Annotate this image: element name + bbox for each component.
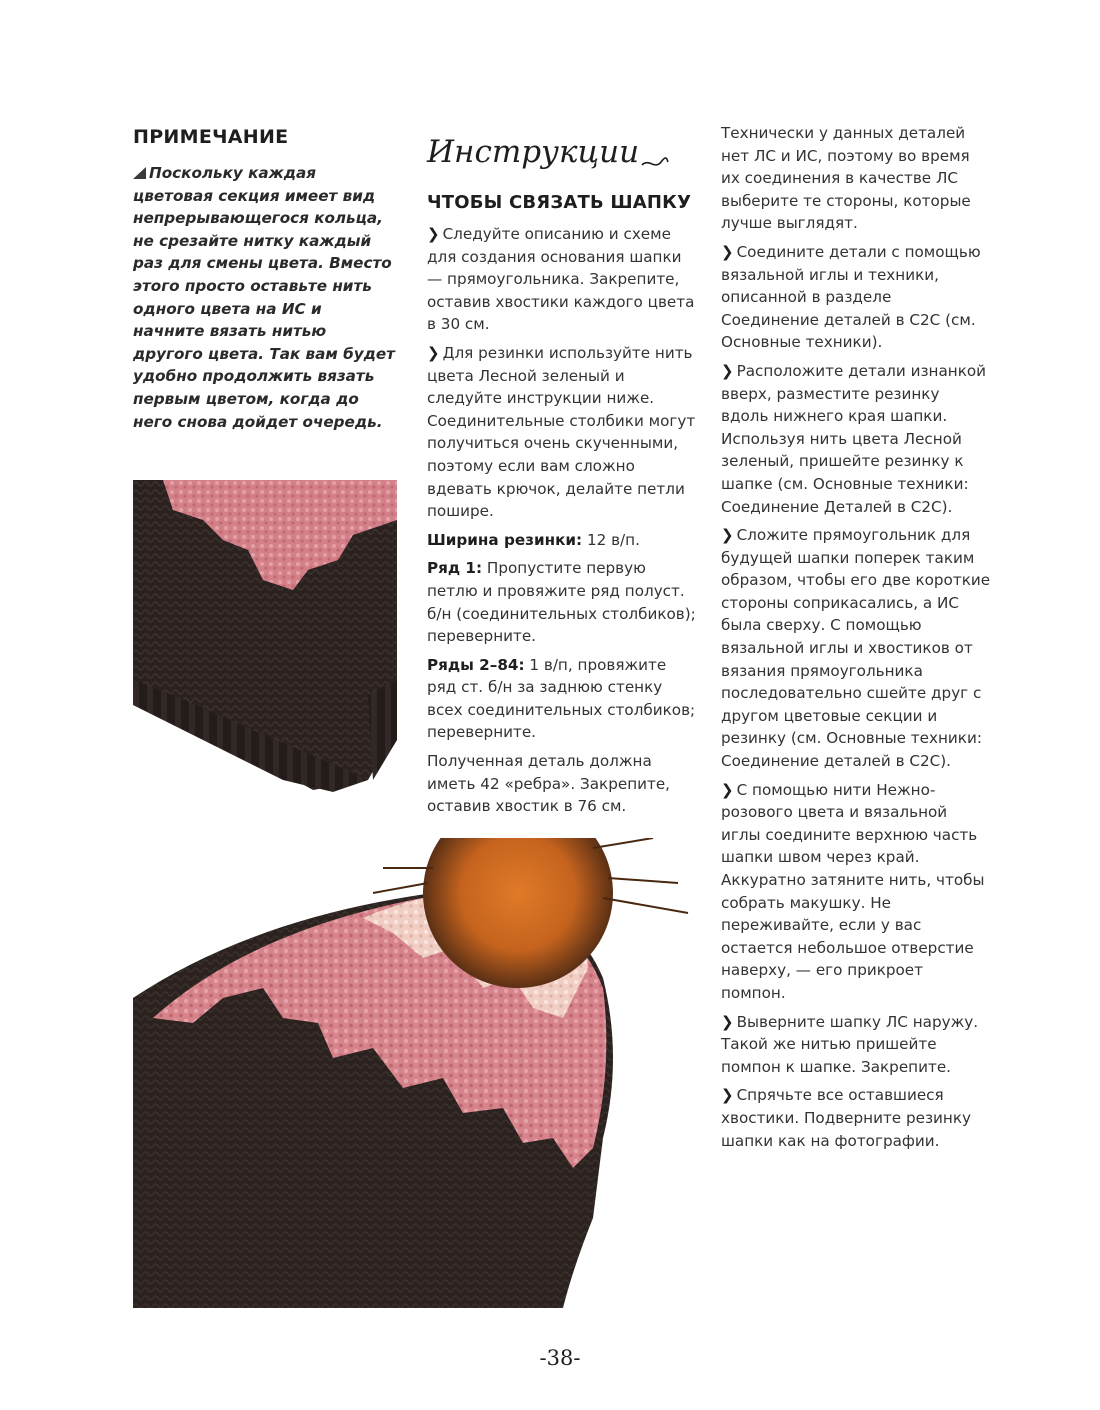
chevron-right-icon: ❯ — [427, 225, 440, 243]
assembly-bullet-5: ❯ Выверните шапку ЛС наружу. Такой же нитью пришейте помпон к шапке. Закрепите. — [721, 1012, 979, 1076]
chevron-right-icon: ❯ — [721, 780, 734, 799]
rib-width: Ширина резинки: 12 в/п. — [427, 530, 640, 549]
rows-2-84: Ряды 2–84: 1 в/п, провяжите ряд ст. б/н за заднюю стенку всех соединительных столбиков; переверните. — [427, 655, 696, 742]
chevron-right-icon: ❯ — [721, 242, 734, 261]
result-text: Полученная деталь должна иметь 42 «ребра». Закрепите, оставив хвостик в 76 см. — [427, 752, 671, 816]
assembly-bullet-1: ❯ Соедините детали с помощью вязальной иглы и техники, описанной в разделе Соединение деталей в С2С (см. Основные техники). — [721, 242, 981, 352]
assembly-bullet-3: ❯ Сложите прямоугольник для будущей шапки поперек таким образом, чтобы его две короткие стороны соприкасались, а ИС была сверху. С помощью вязальной иглы и хвостиков от вязания прямоугольника последовательно сшейте друг с другом цветовые секции и резинку (см. Основные техники: Соединение деталей в С2С). — [721, 526, 991, 771]
assembly-bullet-2: ❯ Расположите детали изнанкой вверх, разместите резинку вдоль нижнего края шапки. Используя нить цвета Лесной зеленый, пришейте резинку к шапке (см. Основные техники: Соединение Деталей в С2С). — [721, 361, 987, 516]
assembly-column — [721, 122, 991, 1158]
note-text-body: Поскольку каждая цветовая секция имеет вид непрерывающегося кольца, не срезайте нитку каждый раз для смены цвета. Вместо этого просто оставьте нить одного цвета на ИС и начните вязать нитью другого цвета. Так вам будет удобно продолжить вязать первым цветом, когда до него снова дойдет очередь. — [133, 164, 395, 431]
note-text — [133, 162, 398, 433]
hat-photo-illustration — [133, 838, 693, 1308]
note-heading: ПРИМЕЧАНИЕ — [133, 126, 289, 148]
chevron-right-icon: ❯ — [721, 361, 734, 380]
instruction-bullet-1: ❯ Следуйте описанию и схеме для создания основания шапки — прямоугольника. Закрепите, оставив хвостики каждого цвета в 30 см. — [427, 225, 695, 334]
instruction-bullet-2: ❯ Для резинки используйте нить цвета Лесной зеленый и следуйте инструкции ниже. Соединительные столбики могут получиться очень скученными, поэтому если вам сложно вдевать крючок, делайте петли пошире. — [427, 343, 696, 521]
instructions-column — [427, 118, 699, 824]
hat-photo — [133, 838, 693, 1308]
ribbing-closeup-photo — [133, 480, 397, 796]
row-1: Ряд 1: Пропустите первую петлю и провяжите ряд полуст. б/н (соединительных столбиков); переверните. — [427, 559, 696, 646]
assembly-bullet-6: ❯ Спрячьте все оставшиеся хвостики. Подверните резинку шапки как на фотографии. — [721, 1086, 971, 1150]
page-number: -38- — [539, 1346, 581, 1370]
instructions-script-heading — [427, 118, 699, 170]
chevron-right-icon: ❯ — [427, 343, 440, 362]
note-column — [133, 122, 398, 433]
assembly-intro: Технически у данных деталей нет ЛС и ИС, поэтому во время их соединения в качестве ЛС выберите те стороны, которые лучше выглядят. — [721, 124, 971, 233]
chevron-right-icon: ❯ — [721, 1086, 734, 1105]
chevron-right-icon: ❯ — [721, 526, 734, 545]
chevron-right-icon: ❯ — [721, 1012, 734, 1031]
triangle-marker-icon — [133, 167, 146, 179]
assembly-bullet-4: ❯ С помощью нити Нежно-розового цвета и вязальной иглы соедините верхнюю часть шапки швом через край. Аккуратно затяните нить, чтобы собрать макушку. Не переживайте, если у вас остается небольшое отверстие наверху, — его прикроет помпон. — [721, 780, 985, 1002]
swash-flourish-icon — [641, 156, 669, 170]
ribbing-photo-illustration — [133, 480, 397, 796]
script-heading-text: Инструкции — [427, 134, 640, 170]
section-heading: ЧТОБЫ СВЯЗАТЬ ШАПКУ — [427, 192, 692, 213]
